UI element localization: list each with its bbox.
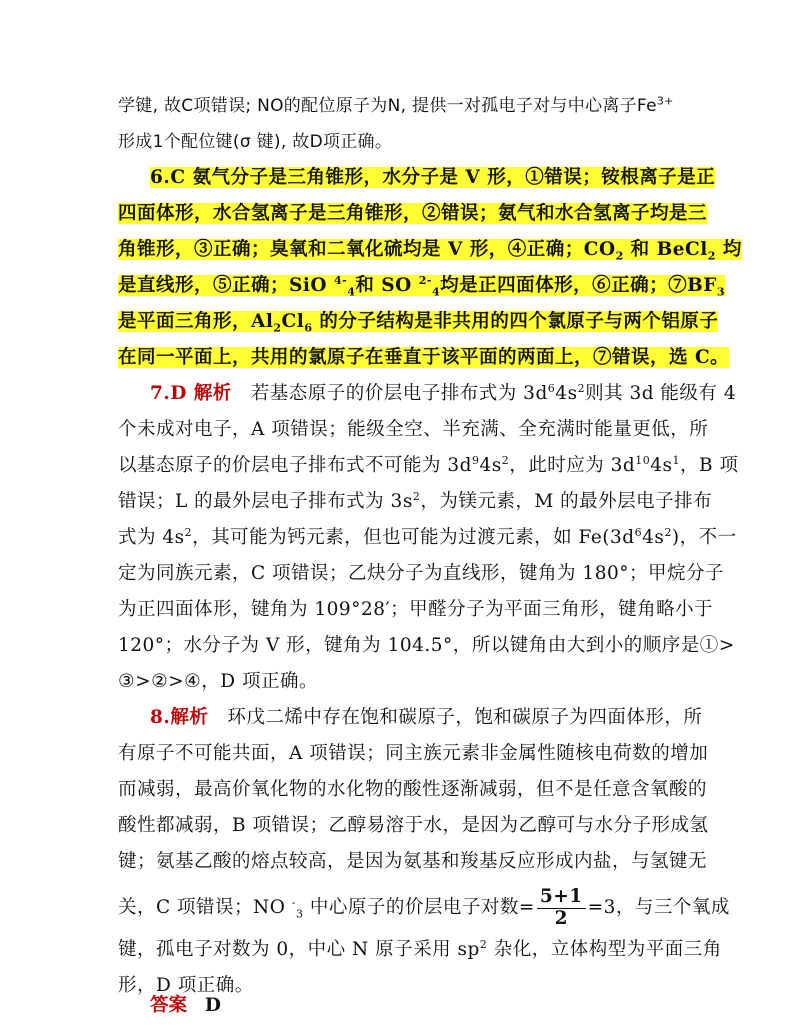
text-span: 个未成对电子，A 项错误；能级全空、半充满、全充满时能量更低，所 bbox=[118, 419, 709, 440]
superscript: 2- bbox=[418, 273, 432, 287]
superscript: 2 bbox=[184, 525, 193, 539]
item-number: 6.C bbox=[150, 167, 186, 188]
text-line bbox=[118, 932, 722, 968]
text-span: ，此时应为 3d bbox=[509, 455, 636, 476]
text-span: ，B 项 bbox=[680, 455, 739, 476]
subscript: 4 bbox=[347, 285, 356, 299]
text-line bbox=[118, 484, 712, 520]
text-line bbox=[118, 664, 318, 700]
highlighted-line bbox=[118, 196, 707, 232]
subscript: 4 bbox=[431, 285, 441, 299]
text-line bbox=[150, 376, 736, 412]
answer-value: D bbox=[204, 995, 221, 1016]
text-line bbox=[150, 700, 702, 736]
text-line bbox=[118, 592, 713, 628]
text-span: 的分子结构是非共用的四个氯原子与两个铝原子 bbox=[312, 311, 719, 332]
text-span: 键，孤电子对数为 0，中心 N 原子采用 sp bbox=[118, 939, 480, 960]
text-span: 关，C 项错误；NO bbox=[118, 897, 292, 918]
text-span: 四面体形，水合氢离子是三角锥形，②错误；氨气和水合氢离子均是三 bbox=[118, 203, 708, 224]
text-span: 氨气分子是三角锥形，水分子是 V 形，①错误；铵根离子是正 bbox=[185, 167, 716, 188]
text-span: 4s bbox=[650, 455, 673, 476]
text-line bbox=[118, 736, 708, 772]
text-span: 为正四面体形，键角为 109°28′；甲醛分子为平面三角形，键角略小于 bbox=[118, 599, 714, 620]
text-span: 定为同族元素，C 项错误；乙炔分子为直线形，键角为 180°；甲烷分子 bbox=[118, 563, 724, 584]
highlighted-line bbox=[118, 340, 729, 376]
superscript: 4- bbox=[333, 273, 348, 287]
text-span: 4s bbox=[555, 383, 578, 404]
text-span: ③>②>④，D 项正确。 bbox=[118, 671, 318, 692]
text-span: 4s bbox=[479, 455, 502, 476]
answer-line bbox=[150, 988, 221, 1024]
text-span: 均是正四面体形，⑥正确；⑦BF bbox=[440, 275, 717, 296]
fraction-numerator: 5+1 bbox=[537, 887, 586, 908]
superscript: 2 bbox=[577, 381, 586, 395]
text-span: 是平面三角形，Al bbox=[118, 311, 274, 332]
highlighted-line bbox=[118, 232, 742, 268]
text-span: 是直线形，⑤正确；SiO bbox=[118, 275, 334, 296]
text-span: 错误；L 的最外层电子排布式为 3s bbox=[118, 491, 413, 512]
subscript: 6 bbox=[304, 321, 313, 335]
text-line bbox=[118, 628, 735, 664]
text-span: 120°；水分子为 V 形，键角为 104.5°，所以键角由大到小的顺序是①> bbox=[118, 635, 735, 656]
superscript: 3+ bbox=[656, 94, 674, 108]
text-span: ，其可能为钙元素，但也可能为过渡元素，如 Fe(3d bbox=[192, 527, 635, 548]
text-line bbox=[118, 556, 724, 592]
superscript: 2 bbox=[412, 489, 421, 503]
text-span: 若基态原子的价层电子排布式为 3d bbox=[231, 383, 548, 404]
highlighted-line bbox=[118, 304, 718, 340]
text-line bbox=[118, 844, 707, 880]
highlighted-line bbox=[118, 268, 725, 304]
text-span: 4s bbox=[642, 527, 665, 548]
superscript: - bbox=[291, 895, 296, 909]
text-span: ，为镁元素，M 的最外层电子排布 bbox=[420, 491, 713, 512]
superscript: 2 bbox=[664, 525, 672, 539]
text-line bbox=[118, 88, 674, 124]
text-span: 酸性都减弱，B 项错误；乙醇易溶于水，是因为乙醇可与水分子形成氢 bbox=[118, 815, 709, 836]
text-span: )，不一 bbox=[671, 527, 737, 548]
subscript: 3 bbox=[296, 907, 304, 921]
superscript: 9 bbox=[472, 453, 480, 467]
text-span: 则其 3d 能级有 4 bbox=[585, 383, 737, 404]
item-label: 7.D 解析 bbox=[150, 383, 232, 404]
text-span: 而减弱，最高价氧化物的水化物的酸性逐渐减弱，但不是任意含氧酸的 bbox=[118, 779, 708, 800]
fraction-denominator: 2 bbox=[554, 907, 568, 929]
text-line bbox=[118, 124, 392, 160]
superscript: 2 bbox=[501, 453, 510, 467]
text-line bbox=[118, 808, 708, 844]
text-span: 和 BeCl bbox=[623, 239, 708, 260]
text-span: 有原子不可能共面，A 项错误；同主族元素非金属性随核电荷数的增加 bbox=[118, 743, 709, 764]
highlighted-line bbox=[150, 160, 715, 196]
text-span: 角锥形，③正确；臭氧和二氧化硫均是 V 形，④正确；CO bbox=[118, 239, 616, 260]
text-span: 形成1个配位键(σ 键), 故D项正确。 bbox=[118, 132, 393, 152]
text-line bbox=[118, 448, 739, 484]
answer-label: 答案 bbox=[150, 995, 188, 1016]
text-span: 中心原子的价层电子对数= bbox=[303, 897, 535, 918]
text-span: 键；氨基乙酸的熔点较高，是因为氨基和羧基反应形成内盐，与氢键无 bbox=[118, 851, 708, 872]
text-span: =3，与三个氧成 bbox=[587, 897, 730, 918]
text-line bbox=[118, 412, 708, 448]
superscript: 6 bbox=[547, 381, 556, 395]
subscript: 2 bbox=[707, 249, 716, 263]
subscript: 2 bbox=[615, 249, 624, 263]
text-span: 以基态原子的价层电子排布式不可能为 3d bbox=[118, 455, 472, 476]
subscript: 3 bbox=[716, 285, 726, 299]
fraction bbox=[537, 887, 586, 929]
item-label: 8.解析 bbox=[150, 707, 209, 728]
text-line bbox=[118, 884, 730, 932]
text-span: 均 bbox=[715, 239, 742, 260]
text-span: 形，D 项正确。 bbox=[118, 975, 254, 996]
text-span: Cl bbox=[281, 311, 305, 332]
text-span: 学键, 故C项错误; NO的配位原子为N, 提供一对孤电子对与中心离子Fe bbox=[118, 96, 657, 116]
superscript: 6 bbox=[634, 525, 643, 539]
subscript: 2 bbox=[273, 321, 282, 335]
text-span: 式为 4s bbox=[118, 527, 185, 548]
text-line bbox=[118, 520, 737, 556]
text-span: 和 SO bbox=[355, 275, 419, 296]
superscript: 10 bbox=[635, 453, 651, 467]
superscript: 1 bbox=[672, 453, 681, 467]
text-span: 环戊二烯中存在饱和碳原子，饱和碳原子为四面体形，所 bbox=[208, 707, 703, 728]
text-line bbox=[118, 772, 707, 808]
text-span: 杂化，立体构型为平面三角 bbox=[487, 939, 722, 960]
text-span: 在同一平面上，共用的氯原子在垂直于该平面的两面上，⑦错误，选 C。 bbox=[118, 347, 730, 368]
superscript: 2 bbox=[479, 937, 488, 951]
